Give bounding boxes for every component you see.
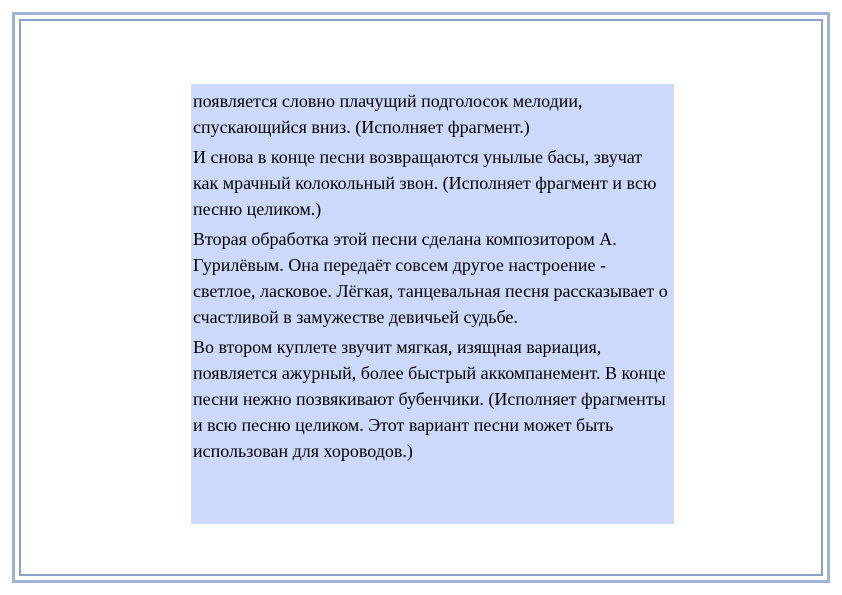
paragraph-4: Во втором куплете звучит мягкая, изящная вариация, появляется ажурный, более быстрый аккомпанемент. В конце песни нежно позвякивают бубенчики. (Исполняет фрагменты и всю песню целиком. Этот вариант песни может быть использован для хороводов.) <box>193 337 666 461</box>
paragraph-1: появляется словно плачущий подголосок мелодии, спускающийся вниз. (Исполняет фрагмент.) <box>193 91 583 137</box>
paragraph-2: И снова в конце песни возвращаются унылые басы, звучат как мрачный колокольный звон. (Исполняет фрагмент и всю песню целиком.) <box>193 147 657 219</box>
paragraph-3: Вторая обработка этой песни сделана композитором А. Гурилёвым. Она передаёт совсем другое настроение - светлое, ласковое. Лёгкая, танцевальная песня рассказывает о счастливой в замужестве девичьей судьбе. <box>193 229 668 327</box>
text-box <box>191 84 674 524</box>
